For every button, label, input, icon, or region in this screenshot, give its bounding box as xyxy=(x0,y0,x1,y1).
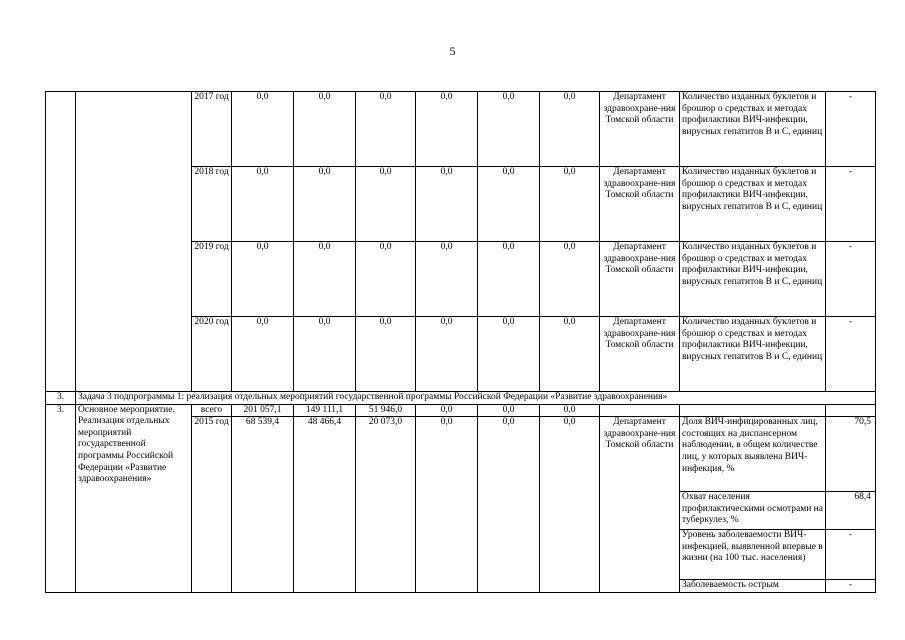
department-cell: Департамент здравоохране-ния Томской области xyxy=(600,242,680,317)
amount-cell: 0,0 xyxy=(540,242,600,317)
amount-cell: 0,0 xyxy=(540,404,600,417)
indicator-cell: Уровень заболеваемости ВИЧ-инфекцией, выявленной впервые в жизни (на 100 тыс. населения) xyxy=(680,530,826,580)
department-cell: Департамент здравоохране-ния Томской области xyxy=(600,167,680,242)
indicator-value-cell: - xyxy=(826,92,876,167)
indicator-value-cell: - xyxy=(826,580,876,593)
amount-cell: 0,0 xyxy=(478,417,540,593)
total-label-cell: всего xyxy=(192,404,232,417)
amount-cell: 48 466,4 xyxy=(294,417,356,593)
amount-cell: 0,0 xyxy=(540,92,600,167)
task-number-cell: 3. xyxy=(46,392,76,405)
year-cell: 2020 год xyxy=(192,317,232,392)
amount-cell: 149 111,1 xyxy=(294,404,356,417)
amount-cell: 0,0 xyxy=(232,92,294,167)
year-cell: 2018 год xyxy=(192,167,232,242)
number-cell xyxy=(46,92,76,392)
indicator-cell: Заболеваемость острым xyxy=(680,580,826,593)
indicator-cell: Охват населения профилактическими осмотрами на туберкулез, % xyxy=(680,492,826,530)
empty-cell xyxy=(600,404,680,417)
amount-cell: 0,0 xyxy=(232,317,294,392)
indicator-cell: Количество изданных буклетов и брошюр о средствах и методах профилактики ВИЧ-инфекции, вирусных гепатитов В и С, единиц xyxy=(680,167,826,242)
amount-cell: 68 539,4 xyxy=(232,417,294,593)
department-cell: Департамент здравоохране-ния Томской области xyxy=(600,317,680,392)
amount-cell: 0,0 xyxy=(416,242,478,317)
task-row xyxy=(46,392,876,405)
amount-cell: 0,0 xyxy=(416,167,478,242)
department-cell: Департамент здравоохране-ния Томской области xyxy=(600,417,680,593)
indicator-value-cell: - xyxy=(826,167,876,242)
amount-cell: 0,0 xyxy=(478,317,540,392)
empty-cell xyxy=(826,404,876,417)
amount-cell: 0,0 xyxy=(478,92,540,167)
amount-cell: 0,0 xyxy=(232,167,294,242)
program-table xyxy=(45,91,876,593)
amount-cell: 0,0 xyxy=(294,242,356,317)
amount-cell: 0,0 xyxy=(232,242,294,317)
activity-name-cell: Основное мероприятие. Реализация отдельных мероприятий государственной программы Российской Федерации «Развитие здравоохранения» xyxy=(76,404,192,592)
amount-cell: 0,0 xyxy=(294,167,356,242)
indicator-value-cell: - xyxy=(826,317,876,392)
indicator-cell: Количество изданных буклетов и брошюр о средствах и методах профилактики ВИЧ-инфекции, вирусных гепатитов В и С, единиц xyxy=(680,317,826,392)
activity-number-cell: 3. xyxy=(46,404,76,592)
amount-cell: 0,0 xyxy=(356,242,416,317)
year-cell: 2015 год xyxy=(192,417,232,593)
amount-cell: 0,0 xyxy=(294,92,356,167)
amount-cell: 0,0 xyxy=(356,167,416,242)
amount-cell: 0,0 xyxy=(416,317,478,392)
activity-name-cell xyxy=(76,92,192,392)
amount-cell: 0,0 xyxy=(478,242,540,317)
amount-cell: 20 073,0 xyxy=(356,417,416,593)
indicator-cell: Количество изданных буклетов и брошюр о средствах и методах профилактики ВИЧ-инфекции, вирусных гепатитов В и С, единиц xyxy=(680,92,826,167)
amount-cell: 0,0 xyxy=(356,317,416,392)
amount-cell: 201 057,1 xyxy=(232,404,294,417)
table-row xyxy=(46,92,876,167)
indicator-value-cell: - xyxy=(826,242,876,317)
amount-cell: 0,0 xyxy=(478,167,540,242)
amount-cell: 51 946,0 xyxy=(356,404,416,417)
year-cell: 2019 год xyxy=(192,242,232,317)
year-cell: 2017 год xyxy=(192,92,232,167)
amount-cell: 0,0 xyxy=(294,317,356,392)
indicator-value-cell: 68,4 xyxy=(826,492,876,530)
indicator-value-cell: - xyxy=(826,530,876,580)
indicator-cell: Доля ВИЧ-инфицированных лиц, состоящих на диспансерном наблюдении, в общем количестве лиц, у которых выявлена ВИЧ-инфекция, % xyxy=(680,417,826,492)
amount-cell: 0,0 xyxy=(416,92,478,167)
amount-cell: 0,0 xyxy=(540,317,600,392)
empty-cell xyxy=(680,404,826,417)
amount-cell: 0,0 xyxy=(540,167,600,242)
department-cell: Департамент здравоохране-ния Томской области xyxy=(600,92,680,167)
amount-cell: 0,0 xyxy=(540,417,600,593)
amount-cell: 0,0 xyxy=(416,417,478,593)
indicator-cell: Количество изданных буклетов и брошюр о средствах и методах профилактики ВИЧ-инфекции, вирусных гепатитов В и С, единиц xyxy=(680,242,826,317)
amount-cell: 0,0 xyxy=(416,404,478,417)
page-number: 5 xyxy=(449,44,456,58)
indicator-value-cell: 70,5 xyxy=(826,417,876,492)
amount-cell: 0,0 xyxy=(478,404,540,417)
activity-total-row xyxy=(46,404,876,417)
task-title-cell: Задача 3 подпрограммы 1: реализация отдельных мероприятий государственной программы Российской Федерации «Развитие здравоохранения» xyxy=(76,392,876,405)
amount-cell: 0,0 xyxy=(356,92,416,167)
